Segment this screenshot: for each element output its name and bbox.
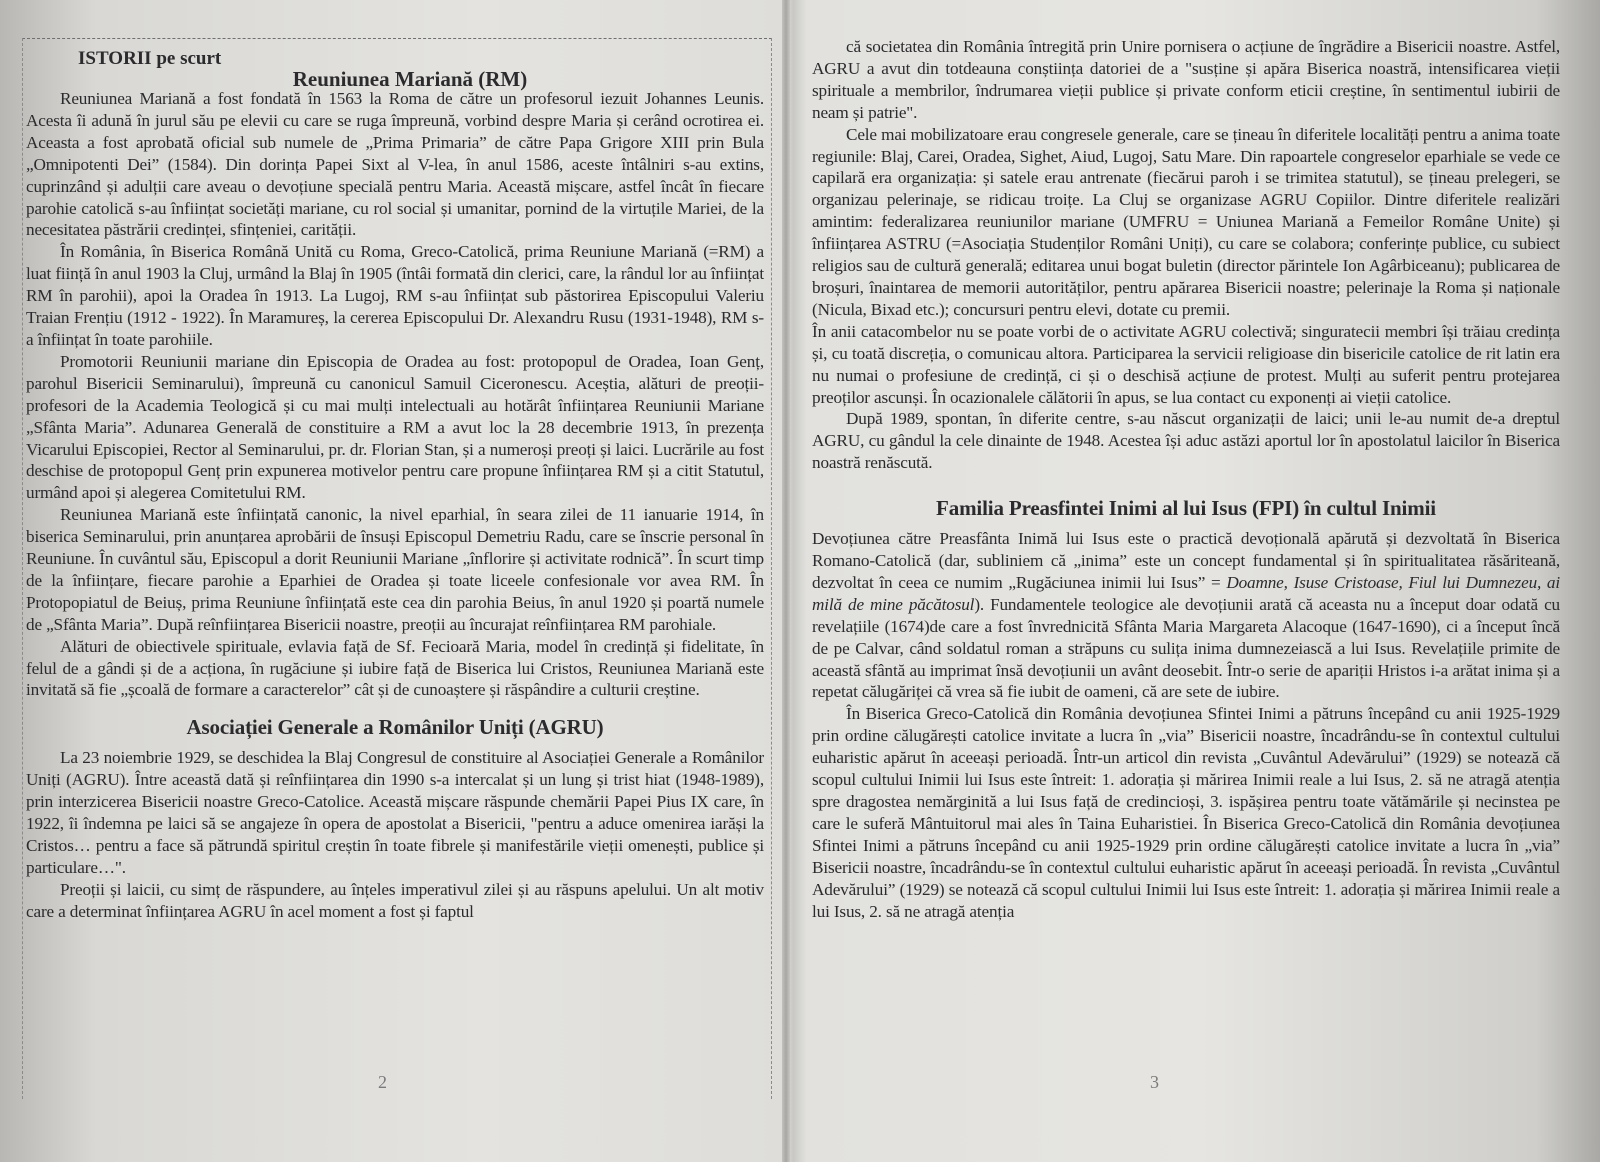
paragraph: În anii catacombelor nu se poate vorbi de o activitate AGRU colectivă; singuratecii membri își trăiau credința și, cu toată discreția, o comunicau altora. Participarea la servicii religioase din bisericile catolice de rit latin era nu numai o profesiune de credință, ci și o deschisă acțiune de protest. Mulți au suferit pentru protejarea preoților ascunși. În ocazionalele călătorii în apus, se lua contact cu exponenți ai vieții catolice. bbox=[812, 321, 1560, 407]
article-title-rm: Reuniunea Mariană (RM) bbox=[292, 67, 528, 91]
paragraph: După 1989, spontan, în diferite centre, s-au născut organizații de laici; unii le-au numit de-a dreptul AGRU, cu gândul la cele dinainte de 1948. Acestea își aduc astăzi aportul lor în apostolatul laicilor în Biserica noastră renăscută. bbox=[812, 409, 1560, 473]
paragraph: Cele mai mobilizatoare erau congresele generale, care se țineau în diferitele localități pentru a anima toate regiunile: Blaj, Carei, Oradea, Sighet, Aiud, Lugoj, Satu Mare. Din rapoartele congreselor eparhiale se vede ce capilară era organizația: și satele erau antrenate (fiecărui paroh i se trimitea statutul), se țineau prelegeri, se organizau pelerinaje, se ridicau troițe. La Cluj se organizase AGRU Copiilor. Dintre diferitele realizări amintim: federalizarea reuniunilor mariane (UMFRU = Uniunea Mariană a Femeilor Române Unite) și înființarea ASTRU (=Asociația Studenților Români Uniți), cu care se colabora; conferințe publice, cu subiect religios sau de cultură generală; editarea unui bogat buletin (director părintele Ion Agârbiceanu); publicarea de broșuri, înaintarea de memorii autorităților, pentru apărarea Bisericii noastre; pelerinaje la Roma și naționale (Nicula, Bixad etc.); concursuri pentru elevi, dotate cu premii. bbox=[812, 124, 1560, 319]
right-column bbox=[812, 36, 1560, 922]
paragraph: Reuniunea Mariană a fost fondată în 1563 la Roma de către un profesorul iezuit Johannes Leunis. Acesta îi adună în jurul său pe elevii cu care se ruga împreună, vorbind despre Maria și cerând ocrotirea ei. Aceasta a fost aprobată oficial sub numele de „Prima Primaria” de către Papa Grigore XIII prin Bula „Omnipotenti Dei” (1584). Din dorința Papei Sixt al V-lea, în anul 1586, aceste întâlniri s-au extins, cuprinzând și adulții care aveau o devoțiune specială pentru Maria. Această mișcare, astfel încât în fiecare parohie catolică s-au înființat societăți mariane, cu rol social și umanitar, pornind de la virtuțile Mariei, de la necesitatea păstrării credinței, sfințeniei, carității. bbox=[26, 89, 764, 240]
prayer-text: Doamne, Isuse Cristoase, Fiul lui Dumnezeu, ai milă de mine păcătosul bbox=[812, 572, 1561, 614]
paragraph: La 23 noiembrie 1929, se deschidea la Blaj Congresul de constituire al Asociației Generale a Românilor Uniți (AGRU). Între această dată și reînființarea din 1990 s-a intercalat și un lung și trist hiat (1948-1989), prin interzicerea Bisericii noastre Greco-Catolice. Această mișcare răspunde chemării Papei Pius IX care, în 1922, îi îndemna pe laici să se angajeze în opera de apostolat a Bisericii, "pentru a aduce omenirea iarăși la Cristos… pentru a face să pătrundă spiritul creștin în toate fibrele și manifestările vieții omenești, publice și particulare…". bbox=[26, 748, 764, 877]
left-column bbox=[26, 88, 764, 923]
book-gutter bbox=[782, 0, 790, 1162]
paragraph: În România, în Biserica Română Unită cu Roma, Greco-Catolică, prima Reuniune Mariană (=RM) a luat ființă în anul 1903 la Cluj, urmând la Blaj în 1905 (întâi formată din clerici, care, la rândul lor au înființat RM în parohii), apoi la Oradea în 1913. La Lugoj, RM s-au înființat sub păstorirea Episcopului Valeriu Traian Frențiu (1912 - 1922). În Maramureș, la cererea Episcopului Dr. Alexandru Rusu (1931-1948), RM s-a înființat în toate parohiile. bbox=[26, 242, 764, 349]
left-page bbox=[0, 0, 788, 1162]
text-run: Devoțiunea către Preasfânta Inimă lui Isus este o practică devoțională apărută și dezvoltată în Biserica Romano-Catolică (dar, subliniem că „inima” este un concept fundamental și în spiritualitatea răsăriteană, dezvoltat în ceea ce numim „Rugăciunea inimii lui Isus” = bbox=[812, 529, 1560, 592]
paragraph bbox=[812, 528, 1560, 703]
page-number: 2 bbox=[378, 1072, 387, 1092]
page-number: 3 bbox=[1150, 1072, 1159, 1092]
article-title-fpi: Familia Preasfintei Inimi al lui Isus (FPI) în cultul Inimii bbox=[936, 496, 1436, 521]
paragraph: Preoții și laicii, cu simț de răspundere, au înțeles imperativul zilei și au răspuns apelului. Un alt motiv care a determinat înființarea AGRU în acel moment a fost și faptul bbox=[26, 879, 764, 921]
paragraph: că societatea din România întregită prin Unire pornisera o acțiune de îngrădire a Bisericii noastre. Astfel, AGRU a avut din totdeauna conștiința datoriei de a "susține și apăra Biserica noastră, intensificarea vieții spirituale a membrilor, îndrumarea vieții publice și private conform eticii creștine, în sentimentul iubirii de neam și patrie". bbox=[812, 37, 1560, 122]
paragraph: Alături de obiectivele spirituale, evlavia față de Sf. Fecioară Maria, model în credință și fidelitate, în felul de a gândi și de a acționa, în rugăciune și iubire față de Biserica lui Cristos, Reuniunea Mariană este invitată să fie „școală de formare a caracterelor” cât și de cunoaștere și răspândire a culturii creștine. bbox=[26, 636, 764, 700]
paragraph: Promotorii Reuniunii mariane din Episcopia de Oradea au fost: protopopul de Oradea, Ioan Genț, parohul Bisericii Seminarului), împreună cu canonicul Samuil Ciceronescu. Aceștia, alături de preoții-profesori de la Academia Teologică și cu mai mulți intelectuali au hotărât înființarea Reuniunii Mariane „Sfânta Maria”. Adunarea Generală de constituire a RM a avut loc la 28 decembrie 1913, în prezența Vicarului Episcopiei, Rector al Seminarului, pr. dr. Florian Stan, și a numeroși preoți și laici. Lucrările au fost deschise de protopopul Genț prin expunerea motivelor pentru care propune înființarea RM și a citit Statutul, urmând apoi și alegerea Comitetului RM. bbox=[26, 351, 764, 503]
section-tag: ISTORII pe scurt bbox=[78, 48, 222, 69]
paragraph: În Biserica Greco-Catolică din România devoțiunea Sfintei Inimi a pătruns începând cu anii 1925-1929 prin ordine călugărești catolice invitate a lucra în „via” Bisericii noastre, încadrându-se în contextul cultului euharistic apărut în aceeași perioadă. Într-un articol din revista „Cuvântul Adevărului” (1929) se notează că scopul cultului Inimii lui Isus este întreit: 1. adorația și mărirea Inimii reale a lui Isus, 2. să ne atragă atenția spre dragostea nemărginită a lui Isus față de credincioși, 3. ispășirea pentru toate vătămările și necinstea pe care le suferă Mântuitorul mai ales în Taina Euharistiei. În Biserica Greco-Catolică din România devoțiunea Sfintei Inimi a pătruns începând cu anii 1925-1929 prin ordine călugărești catolice invitate a lucra în „via” Bisericii noastre, încadrându-se în contextul cultului euharistic apărut în aceeași perioadă. În revista „Cuvântul Adevărului” (1929) se notează că scopul cultului Inimii lui Isus este întreit: 1. adorația și mărirea Inimii reale a lui Isus, 2. să ne atragă atenția bbox=[812, 704, 1560, 921]
paragraph: Reuniunea Mariană este înființată canonic, la nivel eparhial, în seara zilei de 11 ianuarie 1914, în biserica Seminarului, prin anunțarea aprobării de însuși Episcopul Demetriu Radu, care se înscrie personal în Reuniune. În cuvântul său, Episcopul a dorit Reuniunii Mariane „înflorire și activitate rodnică”. În scurt timp de la înființare, fiecare parohie a Eparhiei de Oradea și toate liceele confesionale vor avea RM. În Protopopiatul de Beiuș, prima Reuniune înființată este cea din parohia Beius, în anul 1920 și poartă numele de „Sfânta Maria”. După reînființarea Bisericii noastre, preoții au încurajat reînființarea RM parohiale. bbox=[26, 505, 764, 634]
article-title-agru: Asociației Generale a Românilor Uniți (AGRU) bbox=[186, 715, 604, 740]
right-page bbox=[790, 0, 1600, 1162]
text-run: ). Fundamentele teologice ale devoțiunii arată că aceasta nu a început doar odată cu revelațiile (1674)de care a fost învrednicită Sfânta Maria Margareta Alacoque (1647-1690), ci a început încă de pe Calvar, când soldatul roman a străpuns cu sulița inima dumnezeiască a lui Isus. Revelațiile primite de această sfântă au imprimat însă devoțiunii un avânt deosebit. Într-o serie de apariții Hristos i-a arătat inima și a repetat călugăriței că vrea să fie iubit de oameni, că are sete de iubire. bbox=[812, 594, 1560, 702]
